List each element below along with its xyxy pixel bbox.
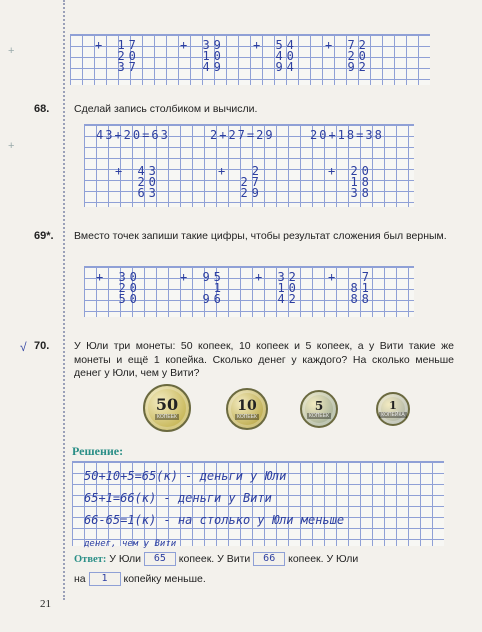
top-sum-4: + 72 20 92: [325, 38, 370, 74]
task-68-row-3: 20+18=38: [310, 128, 384, 142]
margin-plus-mark: +: [8, 140, 15, 152]
task-68-column-1: + 43 20 63: [115, 164, 160, 200]
task-68-column-3: + 20 18 38: [328, 164, 373, 200]
answer-diff-box: 1: [89, 572, 121, 586]
solution-lines: [84, 465, 344, 553]
task-68-column-2: + 2 27 29: [218, 164, 263, 200]
answer-viti-box: 66: [253, 552, 285, 566]
task-68-number: 68.: [34, 103, 50, 115]
top-sum-2: + 39 10 49: [180, 38, 225, 74]
top-sum-1: + 17 20 37: [95, 38, 140, 74]
page-number: 21: [40, 598, 51, 610]
task-70-number: 70.: [34, 340, 50, 352]
task-68-row-1: 43+20=63: [96, 128, 170, 142]
task-69-number: 69*.: [34, 230, 54, 242]
solution-line-3: 66-65=1(к) - на столько у Юли меньше: [84, 513, 345, 527]
answer-line-2: на 1 копейку меньше.: [74, 572, 206, 585]
task-69-text: Вместо точек запиши такие цифры, чтобы результат сложения был верным.: [74, 230, 447, 242]
task-69-column-4: + 7 81 88: [328, 270, 373, 306]
margin-line: [63, 0, 65, 600]
task-69-column-2: + 95 1 96: [180, 270, 225, 306]
answer-label: Ответ:: [74, 553, 107, 565]
margin-plus-mark: +: [8, 45, 15, 57]
task-68-row-2: 2+27=29: [210, 128, 275, 142]
check-mark-icon: √: [20, 340, 27, 354]
solution-line-1: 50+10+5=65(к) - деньги у Юли: [84, 469, 287, 483]
coin-5: 5 КОПЕЕК: [300, 390, 338, 428]
coin-50: 50 КОПЕЕК: [143, 384, 191, 432]
task-69-column-3: + 32 10 42: [255, 270, 300, 306]
solution-line-4: денег, чем у Вити: [84, 539, 177, 549]
top-sum-3: + 54 40 94: [253, 38, 298, 74]
solution-label: Решение:: [72, 444, 124, 458]
answer-yuli-box: 65: [144, 552, 176, 566]
solution-line-2: 65+1=66(к) - деньги у Вити: [84, 491, 272, 505]
coin-10: 10 КОПЕЕК: [226, 388, 268, 430]
task-70-text: У Юли три монеты: 50 копеек, 10 копеек и 5 копеек, а у Вити такие же монеты и ещё 1 копейка. Сколько денег у каждого? На сколько меньше денег у Юли, чем у Вити?: [74, 340, 454, 379]
task-69-column-1: + 30 20 50: [96, 270, 141, 306]
task-68-text: Сделай запись столбиком и вычисли.: [74, 103, 258, 115]
coin-1: 1 КОПЕЙКА: [376, 392, 410, 426]
answer-line-1: Ответ: У Юли 65 копеек. У Вити 66 копеек. У Юли: [74, 552, 359, 565]
